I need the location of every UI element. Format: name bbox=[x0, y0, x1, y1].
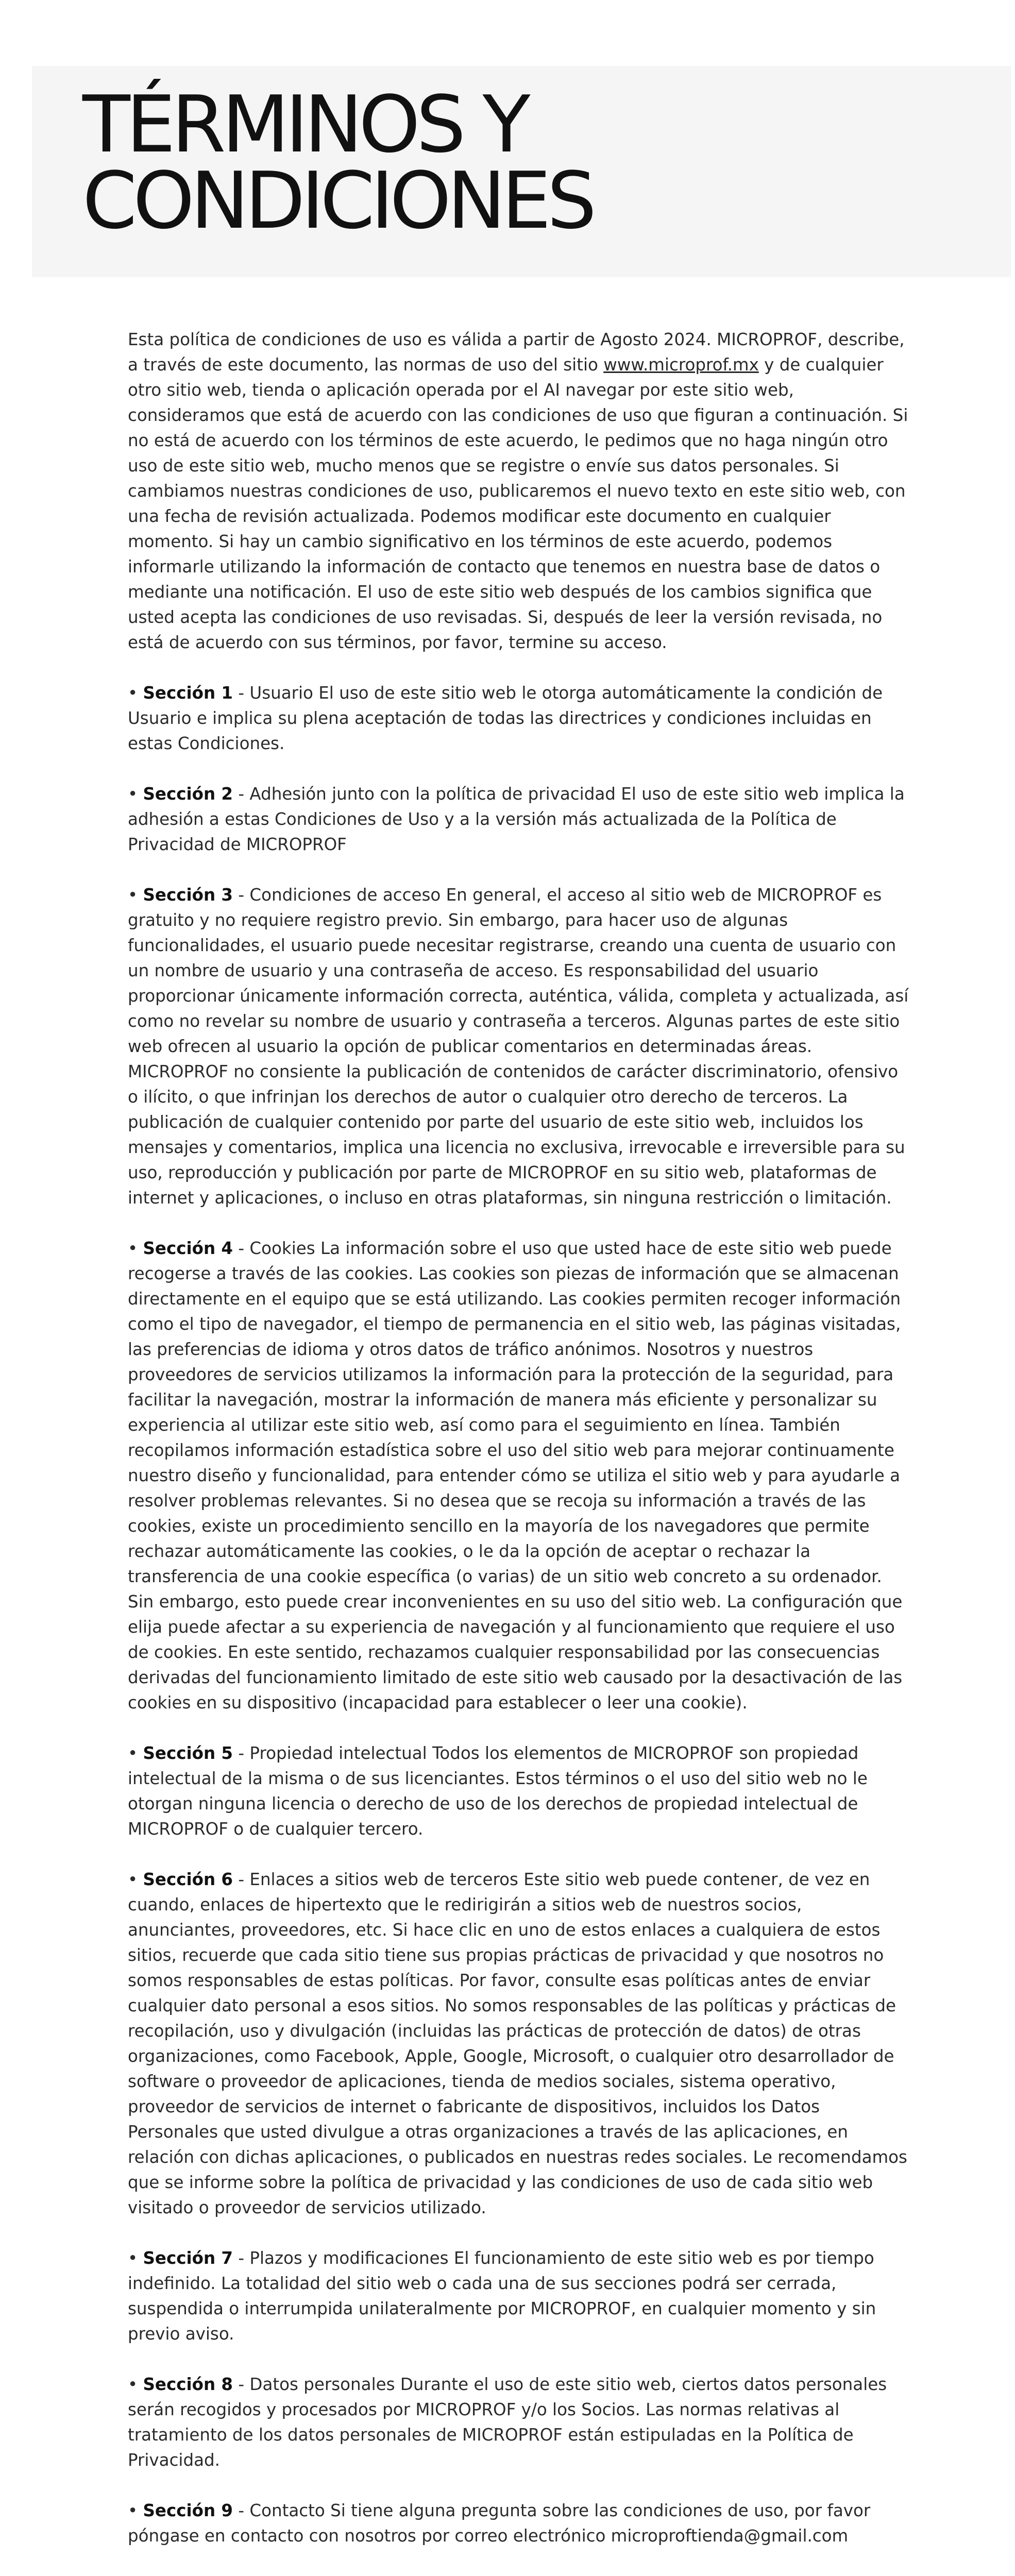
section-5 bbox=[128, 1741, 911, 1842]
section-text: - Condiciones de acceso En general, el acceso al sitio web de MICROPROF es gratuito y no requiere registro previo. Sin embargo, para hacer uso de algunas funcionalidades, el usuario puede necesitar registrarse, creando una cuenta de usuario con un nombre de usuario y una contraseña de acceso. Es responsabilidad del usuario proporcionar únicamente información correcta, auténtica, válida, completa y actualizada, así como no revelar su nombre de usuario y contraseña a terceros. Algunas partes de este sitio web ofrecen al usuario la opción de publicar comentarios en determinadas áreas. MICROPROF no consiente la publicación de contenidos de carácter discriminatorio, ofensivo o ilícito, o que infrinjan los derechos de autor o cualquier otro derecho de terceros. La publicación de cualquier contenido por parte del usuario de este sitio web, incluidos los mensajes y comentarios, implica una licencia no exclusiva, irrevocable e irreversible para su uso, reproducción y publicación por parte de MICROPROF en su sitio web, plataformas de internet y aplicaciones, o incluso en otras plataformas, sin ninguna restricción o limitación. bbox=[128, 885, 909, 1208]
site-link[interactable]: www.microprof.mx bbox=[603, 355, 759, 375]
title-banner bbox=[32, 66, 1011, 277]
section-text: - Propiedad intelectual Todos los elementos de MICROPROF son propiedad intelectual de la misma o de sus licenciantes. Estos términos o el uso del sitio web no le otorgan ninguna licencia o derecho de uso de los derechos de propiedad intelectual de MICROPROF o de cualquier tercero. bbox=[128, 1743, 868, 1839]
section-text: - Adhesión junto con la política de privacidad El uso de este sitio web implica la adhesión a estas Condiciones de Uso y a la versión más actualizada de la Política de Privacidad de MICROPROF bbox=[128, 784, 905, 854]
section-7 bbox=[128, 2246, 911, 2347]
section-text: - Plazos y modificaciones El funcionamiento de este sitio web es por tiempo indefinido. La totalidad del sitio web o cada una de sus secciones podrá ser cerrada, suspendida o interrumpida unilateralmente por MICROPROF, en cualquier momento y sin previo aviso. bbox=[128, 2248, 876, 2344]
section-text: - Cookies La información sobre el uso que usted hace de este sitio web puede recogerse a través de las cookies. Las cookies son piezas de información que se almacenan directamente en el equipo que se está utilizando. Las cookies permiten recoger información como el tipo de navegador, el tiempo de permanencia en el sitio web, las páginas visitadas, las preferencias de idioma y otros datos de tráfico anónimos. Nosotros y nuestros proveedores de servicios utilizamos la información para la protección de la seguridad, para facilitar la navegación, mostrar la información de manera más eficiente y personalizar su experiencia al utilizar este sitio web, así como para el seguimiento en línea. También recopilamos información estadística sobre el uso del sitio web para mejorar continuamente nuestro diseño y funcionalidad, para entender cómo se utiliza el sitio web y para ayudarle a resolver problemas relevantes. Si no desea que se recoja su información a través de las cookies, existe un procedimiento sencillo en la mayoría de los navegadores que permite rechazar automáticamente las cookies, o le da la opción de aceptar o rechazar la transferencia de una cookie específica (o varias) de un sitio web concreto a su ordenador. Sin embargo, esto puede crear inconvenientes en su uso del sitio web. La configuración que elija puede afectar a su experiencia de navegación y al funcionamiento que requiere el uso de cookies. En este sentido, rechazamos cualquier responsabilidad por las consecuencias derivadas del funcionamiento limitado de este sitio web causado por la desactivación de las cookies en su dispositivo (incapacidad para establecer o leer una cookie). bbox=[128, 1239, 903, 1713]
terms-content bbox=[128, 327, 911, 2574]
section-heading: Sección 1 bbox=[143, 683, 233, 703]
section-8 bbox=[128, 2372, 911, 2473]
bullet: • bbox=[128, 1870, 143, 1889]
section-1 bbox=[128, 681, 911, 756]
bullet: • bbox=[128, 2375, 143, 2394]
bullet: • bbox=[128, 885, 143, 905]
section-text: - Usuario El uso de este sitio web le otorga automáticamente la condición de Usuario e implica su plena aceptación de todas las directrices y condiciones incluidas en estas Condiciones. bbox=[128, 683, 883, 753]
section-heading: Sección 3 bbox=[143, 885, 233, 905]
section-heading: Sección 4 bbox=[143, 1239, 233, 1258]
bullet: • bbox=[128, 683, 143, 703]
section-text: - Enlaces a sitios web de terceros Este sitio web puede contener, de vez en cuando, enlaces de hipertexto que le redirigirán a sitios web de nuestros socios, anunciantes, proveedores, etc. Si hace clic en uno de estos enlaces a cualquiera de estos sitios, recuerde que cada sitio tiene sus propias prácticas de privacidad y que nosotros no somos responsables de estas políticas. Por favor, consulte esas políticas antes de enviar cualquier dato personal a esos sitios. No somos responsables de las políticas y prácticas de recopilación, uso y divulgación (incluidas las prácticas de protección de datos) de otras organizaciones, como Facebook, Apple, Google, Microsoft, o cualquier otro desarrollador de software o proveedor de aplicaciones, tienda de medios sociales, sistema operativo, proveedor de servicios de internet o fabricante de dispositivos, incluidos los Datos Personales que usted divulgue a otras organizaciones a través de las aplicaciones, en relación con dichas aplicaciones, o publicados en nuestras redes sociales. Le recomendamos que se informe sobre la política de privacidad y las condiciones de uso de cada sitio web visitado o proveedor de servicios utilizado. bbox=[128, 1870, 907, 2217]
section-heading: Sección 7 bbox=[143, 2248, 233, 2268]
page-title-line-1: TÉRMINOS Y bbox=[82, 79, 527, 170]
section-text: - Contacto Si tiene alguna pregunta sobre las condiciones de uso, por favor póngase en contacto con nosotros por correo electrónico microproftienda@gmail.com bbox=[128, 2501, 871, 2546]
section-4 bbox=[128, 1236, 911, 1716]
section-3 bbox=[128, 883, 911, 1211]
bullet: • bbox=[128, 2248, 143, 2268]
section-heading: Sección 9 bbox=[143, 2501, 233, 2520]
section-heading: Sección 2 bbox=[143, 784, 233, 804]
bullet: • bbox=[128, 1239, 143, 1258]
section-heading: Sección 5 bbox=[143, 1743, 233, 1763]
bullet: • bbox=[128, 1743, 143, 1763]
section-heading: Sección 8 bbox=[143, 2375, 233, 2394]
bullet: • bbox=[128, 784, 143, 804]
intro-text-before-link: Esta política de condiciones de uso es válida a partir de Agosto 2024. MICROPROF, describe, a través de este documento, las normas de uso del sitio bbox=[128, 330, 905, 375]
section-9 bbox=[128, 2498, 911, 2549]
section-2 bbox=[128, 782, 911, 857]
section-6 bbox=[128, 1867, 911, 2221]
page-title bbox=[82, 79, 1010, 246]
page-title-line-2: CONDICIONES bbox=[82, 155, 593, 246]
intro-paragraph bbox=[128, 327, 911, 655]
intro-text-after-link: y de cualquier otro sitio web, tienda o aplicación operada por el AI navegar por este sitio web, consideramos que está de acuerdo con las condiciones de uso que figuran a continuación. Si no está de acuerdo con los términos de este acuerdo, le pedimos que no haga ningún otro uso de este sitio web, mucho menos que se registre o envíe sus datos personales. Si cambiamos nuestras condiciones de uso, publicaremos el nuevo texto en este sitio web, con una fecha de revisión actualizada. Podemos modificar este documento en cualquier momento. Si hay un cambio significativo en los términos de este acuerdo, podemos informarle utilizando la información de contacto que tenemos en nuestra base de datos o mediante una notificación. El uso de este sitio web después de los cambios significa que usted acepta las condiciones de uso revisadas. Si, después de leer la versión revisada, no está de acuerdo con sus términos, por favor, termine su acceso. bbox=[128, 355, 908, 652]
bullet: • bbox=[128, 2501, 143, 2520]
section-heading: Sección 6 bbox=[143, 1870, 233, 1889]
section-text: - Datos personales Durante el uso de este sitio web, ciertos datos personales serán recogidos y procesados por MICROPROF y/o los Socios. Las normas relativas al tratamiento de los datos personales de MICROPROF están estipuladas en la Política de Privacidad. bbox=[128, 2375, 887, 2470]
